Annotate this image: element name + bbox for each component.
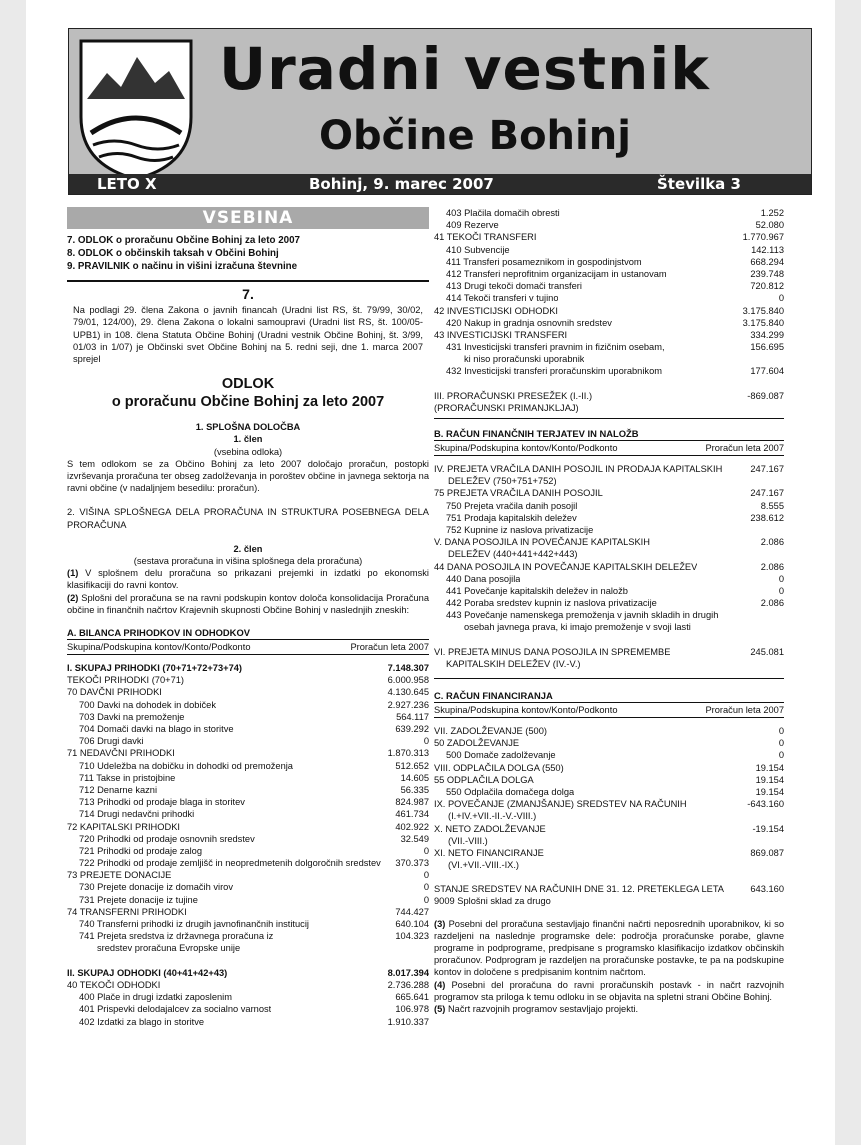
row-value: 0 bbox=[423, 894, 429, 905]
table-a-continued bbox=[434, 207, 784, 378]
row-label: XI. NETO FINANCIRANJE bbox=[434, 847, 544, 858]
table-row bbox=[434, 353, 784, 365]
table-row bbox=[67, 906, 429, 918]
row-label: 411 Transferi posameznikom in gospodinjstvom bbox=[446, 256, 642, 267]
paragraph-text: Splošni del proračuna se na ravni podskupin kontov določa konsolidacija Proračuna občine in finančnih načrtov Krajevnih skupnosti Občine Bohinj v naslednjih zneskih: bbox=[67, 592, 429, 615]
table-row bbox=[67, 747, 429, 759]
table-row bbox=[434, 737, 784, 749]
table-row bbox=[434, 536, 784, 548]
contents-list bbox=[67, 234, 429, 273]
row-label: 741 Prejeta sredstva iz državnega proračuna iz bbox=[79, 931, 274, 942]
table-row bbox=[67, 979, 429, 991]
row-label: (VII.-VIII.) bbox=[448, 835, 488, 846]
column-header: Proračun leta 2007 bbox=[350, 642, 429, 653]
row-value: 8.555 bbox=[760, 500, 784, 511]
table-row bbox=[434, 725, 784, 737]
table-row bbox=[434, 500, 784, 512]
row-label: ki niso proračunski uporabnik bbox=[464, 354, 585, 365]
column-header: Proračun leta 2007 bbox=[705, 705, 784, 715]
row-label: 44 DANA POSOJILA IN POVEČANJE KAPITALSKIH DELEŽEV bbox=[434, 561, 698, 572]
row-value: 0 bbox=[778, 573, 784, 584]
row-label: 720 Prihodki od prodaje osnovnih sredstev bbox=[79, 833, 255, 844]
row-value: 0 bbox=[423, 882, 429, 893]
row-value: 19.154 bbox=[755, 774, 784, 785]
volume-year: LETO X bbox=[97, 175, 157, 193]
row-value bbox=[425, 942, 429, 954]
row-label: 703 Davki na premoženje bbox=[79, 711, 185, 722]
row-label: IV. PREJETA VRAČILA DANIH POSOJIL IN PRODAJA KAPITALSKIH bbox=[434, 464, 723, 474]
row-label: 713 Prihodki od prodaje blaga in storitev bbox=[79, 797, 245, 808]
row-label: 706 Drugi davki bbox=[79, 736, 144, 747]
table-row bbox=[434, 621, 784, 633]
table-row bbox=[434, 762, 784, 774]
table-row bbox=[434, 329, 784, 341]
table-row bbox=[434, 487, 784, 499]
row-value: 177.604 bbox=[750, 366, 784, 377]
row-value: 334.299 bbox=[750, 329, 784, 340]
paragraph bbox=[434, 918, 784, 979]
paragraph-text: V splošnem delu proračuna so prikazani prejemki in izdatki po ekonomski klasifikaciji do ravni kontov. bbox=[67, 568, 429, 591]
table-row bbox=[67, 845, 429, 857]
row-label: 413 Drugi tekoči domači transferi bbox=[446, 281, 582, 292]
row-value: 56.335 bbox=[400, 784, 429, 795]
table-row bbox=[67, 955, 429, 967]
row-value: 0 bbox=[423, 845, 429, 856]
row-label: VIII. ODPLAČILA DOLGA (550) bbox=[434, 762, 564, 773]
row-value: 52.080 bbox=[755, 220, 784, 231]
row-label: 40 TEKOČI ODHODKI bbox=[67, 979, 161, 990]
table-row: STANJE SREDSTEV NA RAČUNIH DNE 31. 12. PRETEKLEGA LETA 643.160 bbox=[434, 884, 784, 895]
table-row bbox=[67, 942, 429, 954]
page bbox=[26, 0, 835, 1145]
row-label: 43 INVESTICIJSKI TRANSFERI bbox=[434, 329, 568, 340]
contents-heading: VSEBINA bbox=[67, 207, 429, 229]
row-value: 142.113 bbox=[751, 244, 784, 255]
table-row bbox=[67, 784, 429, 796]
contents-item[interactable]: 8. ODLOK o občinskih taksah v Občini Bohinj bbox=[67, 248, 279, 259]
row-label: 751 Prodaja kapitalskih deležev bbox=[446, 512, 577, 523]
contents-item[interactable]: 9. PRAVILNIK o načinu in višini izračuna števnine bbox=[67, 261, 298, 272]
row-label: 442 Poraba sredstev kupnin iz naslova privatizacije bbox=[446, 598, 657, 609]
table-row bbox=[434, 609, 784, 621]
table-row: VI. PREJETA MINUS DANA POSOJILA IN SPREMEMBE 245.081 bbox=[434, 646, 784, 657]
row-value: 668.294 bbox=[750, 256, 784, 267]
decree-title-line1: ODLOK bbox=[221, 376, 275, 393]
table-row bbox=[67, 967, 429, 979]
table-row: 9009 Splošni sklad za drugo bbox=[434, 896, 551, 907]
row-label: 711 Takse in pristojbine bbox=[79, 772, 176, 783]
table-c-header bbox=[434, 703, 784, 718]
table-row bbox=[67, 662, 429, 674]
row-label: 73 PREJETE DONACIJE bbox=[67, 870, 172, 881]
row-label: V. DANA POSOJILA IN POVEČANJE KAPITALSKIH bbox=[434, 537, 650, 548]
row-value bbox=[780, 835, 784, 847]
row-value: 19.154 bbox=[755, 762, 784, 773]
row-label: 731 Prejete donacije iz tujine bbox=[79, 894, 198, 905]
row-value: 247.167 bbox=[750, 488, 784, 499]
table-row bbox=[434, 847, 784, 859]
article-number: 7. bbox=[242, 286, 254, 302]
row-value: 247.167 bbox=[750, 464, 784, 474]
table-row bbox=[67, 1003, 429, 1015]
left-column bbox=[67, 207, 429, 1028]
table-row bbox=[67, 930, 429, 942]
row-label: 50 ZADOLŽEVANJE bbox=[434, 738, 520, 749]
row-value: 564.117 bbox=[396, 711, 429, 722]
row-label: 722 Prihodki od prodaje zemljišč in neopredmetenih dolgoročnih sredstev bbox=[79, 858, 381, 869]
table-row bbox=[434, 317, 784, 329]
row-label: 500 Domače zadolževanje bbox=[446, 750, 556, 761]
row-value: 4.130.645 bbox=[387, 687, 429, 698]
table-row bbox=[434, 219, 784, 231]
row-value: 3.175.840 bbox=[742, 305, 784, 316]
section-heading: 1. SPLOŠNA DOLOČBA bbox=[195, 422, 301, 433]
table-row bbox=[67, 869, 429, 881]
table-row bbox=[434, 512, 784, 524]
table-row bbox=[434, 573, 784, 585]
row-label: 412 Transferi neprofitnim organizacijam in ustanovam bbox=[446, 268, 667, 279]
row-value: 238.612 bbox=[750, 512, 784, 523]
row-label: 420 Nakup in gradnja osnovnih sredstev bbox=[446, 317, 612, 328]
table-row bbox=[434, 859, 784, 871]
table-row bbox=[67, 1016, 429, 1028]
table-row bbox=[67, 857, 429, 869]
paragraph-number: (4) bbox=[434, 979, 446, 990]
row-value bbox=[780, 810, 784, 822]
row-value: -19.154 bbox=[752, 823, 784, 834]
row-value: 639.292 bbox=[395, 724, 429, 734]
row-value: 720.812 bbox=[750, 281, 784, 292]
table-row bbox=[434, 292, 784, 304]
table-b-header bbox=[434, 441, 784, 456]
row-value bbox=[780, 548, 784, 560]
row-value bbox=[780, 609, 784, 621]
table-row bbox=[67, 991, 429, 1003]
table-row bbox=[67, 772, 429, 784]
row-value: 3.175.840 bbox=[742, 317, 784, 328]
paragraph: S tem odlokom se za Občino Bohinj za leto 2007 določajo proračun, postopki izvrševanja proračuna ter obseg zadolževanja in poroštev občine in javnega sektorja na ravni občine (v nadaljnjem besedilu: proračun). bbox=[67, 458, 429, 494]
row-value bbox=[780, 353, 784, 365]
row-value: 744.427 bbox=[395, 906, 429, 917]
row-value: 14.605 bbox=[400, 772, 429, 783]
row-label: 42 INVESTICIJSKI ODHODKI bbox=[434, 305, 558, 316]
row-label: 710 Udeležba na dobičku in dohodki od premoženja bbox=[79, 760, 293, 771]
table-c-heading: C. RAČUN FINANCIRANJA bbox=[434, 689, 784, 703]
paragraph-number: (2) bbox=[67, 592, 79, 603]
table-a-heading: A. BILANCA PRIHODKOV IN ODHODKOV bbox=[67, 626, 429, 640]
article-clause: 1. člen bbox=[233, 434, 263, 445]
row-label: sredstev proračuna Evropske unije bbox=[97, 943, 241, 954]
table-row bbox=[434, 524, 784, 536]
table-b-heading: B. RAČUN FINANČNIH TERJATEV IN NALOŽB bbox=[434, 427, 784, 441]
row-label: 431 Investicijski transferi pravnim in fizičnim osebam, bbox=[446, 342, 665, 353]
article-clause: 2. člen bbox=[233, 543, 263, 554]
municipal-coat-of-arms-logo bbox=[77, 37, 195, 183]
row-label: 403 Plačila domačih obresti bbox=[446, 208, 560, 218]
right-column bbox=[434, 207, 784, 1015]
row-value: 8.017.394 bbox=[387, 967, 429, 978]
row-value: 239.748 bbox=[750, 268, 784, 279]
column-header: Skupina/Podskupina kontov/Konto/Podkonto bbox=[434, 443, 618, 453]
divider bbox=[67, 280, 429, 282]
paragraph bbox=[434, 1003, 784, 1015]
row-value: 2.086 bbox=[760, 598, 784, 609]
table-row bbox=[67, 918, 429, 930]
table-row bbox=[434, 341, 784, 353]
row-label: 712 Denarne kazni bbox=[79, 784, 158, 795]
table-row bbox=[434, 475, 784, 487]
row-label: 730 Prejete donacije iz domačih virov bbox=[79, 882, 233, 893]
table-a-header bbox=[67, 640, 429, 655]
row-value: 0 bbox=[778, 738, 784, 749]
table-row bbox=[434, 786, 784, 798]
row-value: 0 bbox=[423, 870, 429, 881]
row-value: 0 bbox=[778, 293, 784, 304]
row-value: 6.000.958 bbox=[387, 675, 429, 686]
row-value: 402.922 bbox=[395, 821, 429, 832]
publication-title: Uradni vestnik bbox=[219, 35, 710, 103]
table-row bbox=[67, 796, 429, 808]
row-value: 2.086 bbox=[760, 561, 784, 572]
row-label: I. SKUPAJ PRIHODKI (70+71+72+73+74) bbox=[67, 663, 243, 674]
section-heading: 2. VIŠINA SPLOŠNEGA DELA PRORAČUNA IN STRUKTURA POSEBNEGA DELA PRORAČUNA bbox=[67, 507, 429, 530]
table-row bbox=[67, 723, 429, 735]
row-label: 410 Subvencije bbox=[446, 244, 510, 255]
column-header: Skupina/Podskupina kontov/Konto/Podkonto bbox=[67, 642, 251, 653]
paragraph bbox=[67, 592, 429, 616]
row-label: 740 Transferni prihodki iz drugih javnofinančnih institucij bbox=[79, 919, 309, 929]
row-label: VII. ZADOLŽEVANJE (500) bbox=[434, 726, 547, 736]
table-row bbox=[434, 268, 784, 280]
row-label: (I.+IV.+VII.-II.-V.-VIII.) bbox=[448, 811, 537, 822]
row-label: 70 DAVČNI PRIHODKI bbox=[67, 687, 162, 698]
row-value: 512.652 bbox=[395, 760, 429, 771]
row-value: 19.154 bbox=[755, 786, 784, 797]
table-row bbox=[434, 463, 784, 475]
row-label: 721 Prihodki od prodaje zalog bbox=[79, 845, 203, 856]
row-label: 400 Plače in drugi izdatki zaposlenim bbox=[79, 992, 232, 1003]
row-label: 409 Rezerve bbox=[446, 220, 499, 231]
row-value: 2.736.288 bbox=[387, 979, 429, 990]
row-value: 665.641 bbox=[395, 992, 429, 1003]
row-value: 7.148.307 bbox=[387, 663, 429, 674]
row-value: 461.734 bbox=[395, 809, 429, 820]
paragraph-text: Posebni del proračuna do ravni proračunskih postavk - in načrt razvojnih programov sta priloga k temu odloku in se objavita na spletni strani Občine Bohinj. bbox=[434, 979, 784, 1002]
table-row bbox=[67, 674, 429, 686]
row-value: 1.910.337 bbox=[387, 1016, 429, 1027]
table-row bbox=[434, 585, 784, 597]
table-row bbox=[434, 231, 784, 243]
row-value bbox=[425, 955, 429, 967]
row-value: 2.927.236 bbox=[387, 699, 429, 710]
row-value: -643.160 bbox=[747, 799, 784, 810]
row-label: II. SKUPAJ ODHODKI (40+41+42+43) bbox=[67, 967, 228, 978]
table-row bbox=[434, 823, 784, 835]
table-row: III. PRORAČUNSKI PRESEŽEK (I.-II.) -869.087 bbox=[434, 390, 784, 401]
decree-title-line2: o proračunu Občine Bohinj za leto 2007 bbox=[111, 394, 385, 411]
paragraph-text: Načrt razvojnih programov sestavljajo projekti. bbox=[445, 1004, 639, 1015]
table-row bbox=[434, 280, 784, 292]
row-value: 0 bbox=[423, 736, 429, 747]
table-row: KAPITALSKIH DELEŽEV (IV.-V.) bbox=[446, 658, 581, 669]
preamble: Na podlagi 29. člena Zakona o javnih financah (Uradni list RS, št. 79/99, 30/02, 79/01, 124/00), 29. člena Zakona o lokalni samoupravi (Uradni list RS, št. 100/05-UPB1) in 108. člena Statuta Občine Bohinj (Uradni vestnik Občine Bohinj, št. 3/99, 01/03 in 1/07) je Občinski svet Občine Bohinj na 5. redni seji, dne 1. marca 2007 sprejel bbox=[73, 305, 423, 365]
table-row bbox=[434, 835, 784, 847]
row-label: 401 Prispevki delodajalcev za socialno varnost bbox=[79, 1004, 272, 1015]
row-value: 0 bbox=[778, 750, 784, 761]
row-label: 714 Drugi nedavčni prihodki bbox=[79, 809, 195, 820]
table-row: (PRORAČUNSKI PRIMANJKLJAJ) bbox=[434, 402, 579, 413]
table-row bbox=[67, 821, 429, 833]
column-header: Proračun leta 2007 bbox=[705, 443, 784, 453]
row-label: 41 TEKOČI TRANSFERI bbox=[434, 232, 537, 243]
row-value bbox=[780, 524, 784, 536]
table-row bbox=[434, 774, 784, 786]
paragraph bbox=[67, 567, 429, 591]
row-value: 104.323 bbox=[395, 931, 429, 942]
table-row bbox=[434, 561, 784, 573]
table-row bbox=[434, 810, 784, 822]
row-value: 0 bbox=[778, 585, 784, 596]
row-label: 71 NEDAVČNI PRIHODKI bbox=[67, 748, 175, 759]
row-value: 824.987 bbox=[395, 797, 429, 808]
row-value: 2.086 bbox=[760, 537, 784, 548]
paragraph-number: (1) bbox=[67, 568, 79, 579]
row-label: osebah javnega prava, ki imajo premoženje v svoji lasti bbox=[464, 622, 691, 633]
row-value: 869.087 bbox=[750, 847, 784, 858]
row-value: 1.870.313 bbox=[387, 748, 429, 759]
table-row bbox=[67, 686, 429, 698]
row-label: X. NETO ZADOLŽEVANJE bbox=[434, 823, 546, 834]
row-label: 700 Davki na dohodek in dobiček bbox=[79, 699, 216, 710]
row-label: TEKOČI PRIHODKI (70+71) bbox=[67, 675, 185, 686]
row-label: 55 ODPLAČILA DOLGA bbox=[434, 774, 534, 785]
row-label: 74 TRANSFERNI PRIHODKI bbox=[67, 906, 187, 917]
row-label: 432 Investicijski transferi proračunskim uporabnikom bbox=[446, 366, 662, 377]
row-label: 441 Povečanje kapitalskih deležev in naložb bbox=[446, 585, 628, 596]
row-value: 640.104 bbox=[395, 919, 429, 929]
table-row bbox=[67, 735, 429, 747]
table-row bbox=[67, 894, 429, 906]
table-row bbox=[434, 798, 784, 810]
issue-number: Številka 3 bbox=[657, 175, 741, 193]
row-label: 750 Prejeta vračila danih posojil bbox=[446, 500, 578, 511]
table-row bbox=[434, 548, 784, 560]
row-value: 32.549 bbox=[400, 833, 429, 844]
table-c-body bbox=[434, 725, 784, 871]
table-row bbox=[67, 699, 429, 711]
table-row bbox=[67, 760, 429, 772]
table-row bbox=[67, 808, 429, 820]
table-a-body bbox=[67, 662, 429, 1028]
paragraph-number: (3) bbox=[434, 918, 446, 929]
paragraph bbox=[434, 979, 784, 1003]
paragraph-number: (5) bbox=[434, 1004, 446, 1015]
row-label: 402 Izdatki za blago in storitve bbox=[79, 1016, 205, 1027]
masthead bbox=[68, 28, 812, 195]
table-row bbox=[434, 365, 784, 377]
table-row bbox=[434, 597, 784, 609]
table-row bbox=[67, 881, 429, 893]
row-label: 414 Tekoči transferi v tujino bbox=[446, 293, 559, 304]
row-value: 0 bbox=[778, 726, 784, 736]
row-label: DELEŽEV (440+441+442+443) bbox=[448, 549, 578, 560]
table-row bbox=[434, 207, 784, 219]
table-row bbox=[67, 833, 429, 845]
row-label: 550 Odplačila domačega dolga bbox=[446, 786, 575, 797]
table-b-body bbox=[434, 463, 784, 634]
table-row bbox=[434, 305, 784, 317]
table-row bbox=[67, 711, 429, 723]
article-clause-subtitle: (vsebina odloka) bbox=[213, 446, 283, 457]
row-value: 1.252 bbox=[760, 208, 784, 218]
column-header: Skupina/Podskupina kontov/Konto/Podkonto bbox=[434, 705, 618, 715]
place-date: Bohinj, 9. marec 2007 bbox=[309, 175, 494, 193]
row-label: 75 PREJETA VRAČILA DANIH POSOJIL bbox=[434, 488, 603, 499]
row-value: 370.373 bbox=[395, 858, 429, 869]
article-clause-subtitle: (sestava proračuna in višina splošnega dela proračuna) bbox=[133, 556, 363, 567]
row-label: 704 Domači davki na blago in storitve bbox=[79, 724, 234, 734]
contents-item[interactable]: 7. ODLOK o proračunu Občine Bohinj za leto 2007 bbox=[67, 235, 300, 246]
row-label: DELEŽEV (750+751+752) bbox=[448, 476, 557, 487]
row-value bbox=[780, 621, 784, 633]
row-value: 156.695 bbox=[750, 342, 784, 353]
table-row bbox=[434, 244, 784, 256]
paragraph-text: Posebni del proračuna sestavljajo finančni načrti neposrednih uporabnikov, ki so razdeljeni na naslednje programske dele: področja proračunske porabe, glavne programe in podprograme, predpisane s programsko klasifikacijo izdatkov občinskih proračunov. Podprogram je razdeljen na proračunske postavke, te pa na podskupine kontov in določene s predpisanim kontnim načrtom. bbox=[434, 918, 784, 978]
row-label: IX. POVEČANJE (ZMANJŠANJE) SREDSTEV NA RAČUNIH bbox=[434, 799, 687, 810]
table-row bbox=[434, 749, 784, 761]
table-row bbox=[434, 256, 784, 268]
row-label: 440 Dana posojila bbox=[446, 573, 521, 584]
row-label: 752 Kupnine iz naslova privatizacije bbox=[446, 524, 594, 535]
decree-title bbox=[67, 375, 429, 411]
issue-bar bbox=[69, 174, 811, 194]
row-label: 72 KAPITALSKI PRIHODKI bbox=[67, 821, 180, 832]
row-value bbox=[780, 475, 784, 487]
row-value: 1.770.967 bbox=[742, 232, 784, 243]
publication-subtitle: Občine Bohinj bbox=[319, 113, 631, 159]
row-label: (VI.+VII.-VIII.-IX.) bbox=[448, 860, 520, 871]
row-value: 106.978 bbox=[395, 1004, 429, 1015]
row-value bbox=[780, 859, 784, 871]
row-label: 443 Povečanje namenskega premoženja v javnih skladih in drugih bbox=[446, 610, 719, 621]
